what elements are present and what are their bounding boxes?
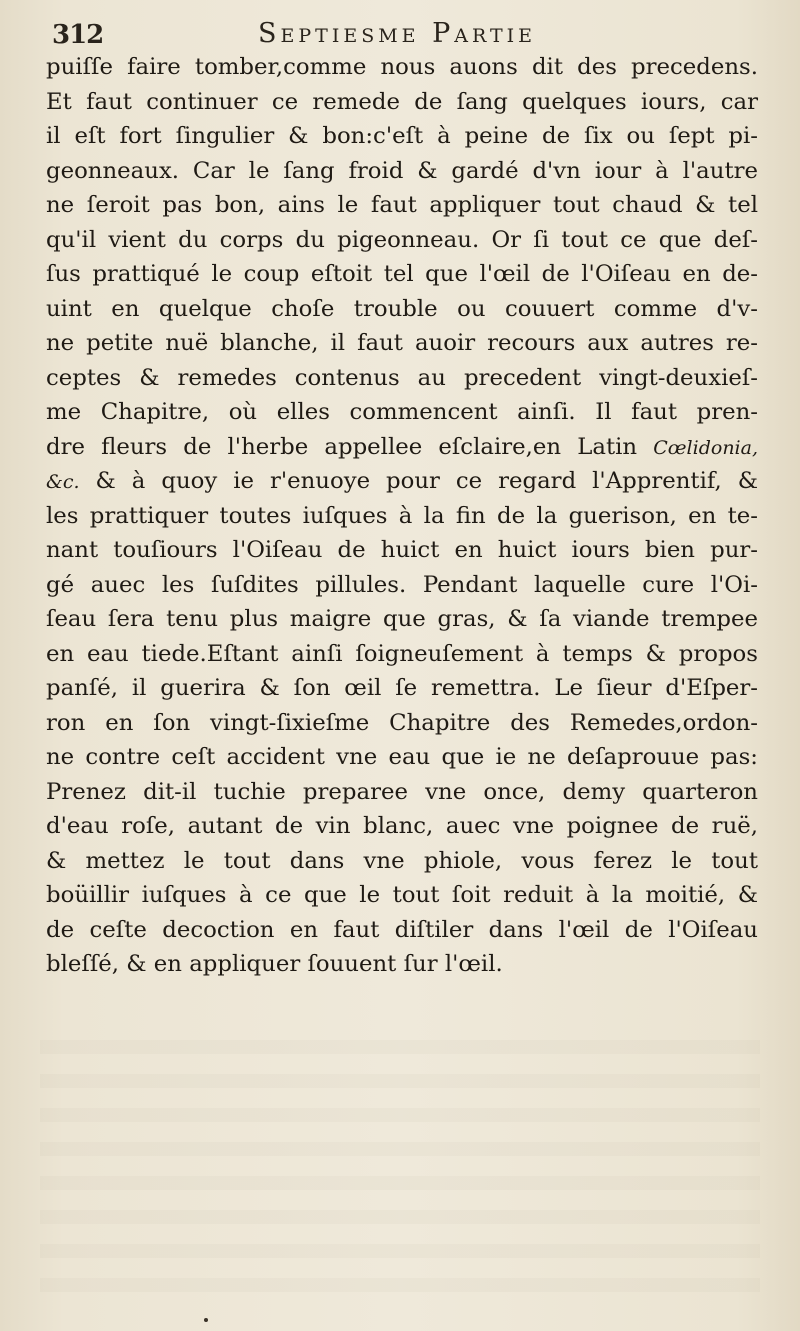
text-line: geonneaux. Car le ſang froid & gardé d'vn iour à l'autre <box>46 157 758 184</box>
text-line: uint en quelque choſe trouble ou couuert comme d'v- <box>46 295 758 322</box>
text-line: d'eau roſe, autant de vin blanc, auec vne poignee de ruë, <box>46 813 758 839</box>
text-line: bleſſé, & en appliquer ſouuent ſur l'œil. <box>46 951 503 977</box>
body-text <box>46 50 758 982</box>
text-line: en eau tiede.Eſtant ainſi ſoigneuſement à temps & propos <box>46 640 758 667</box>
text-line: &c. & à quoy ie r'enuoye pour ce regard l'Apprentif, & <box>46 468 758 494</box>
text-line: il eſt fort ſingulier & bon:c'eſt à peine de ſix ou ſept pi- <box>46 123 758 149</box>
page-header <box>52 14 752 54</box>
text-line: ne ſeroit pas bon, ains le faut appliquer tout chaud & tel <box>46 192 758 218</box>
printer-mark <box>204 1318 208 1322</box>
latin-term: Cœlidonia, <box>653 436 758 459</box>
text-line: ne contre ceſt accident vne eau que ie ne deſaprouue pas: <box>46 744 758 770</box>
text-line: ceptes & remedes contenus au precedent vingt-deuxieſ- <box>46 364 758 391</box>
text-line: ſus prattiqué le coup eſtoit tel que l'œil de l'Oiſeau en de- <box>46 261 758 287</box>
text-line: panſé, il guerira & ſon œil ſe remettra. Le ſieur d'Eſper- <box>46 675 758 701</box>
text-line: dre fleurs de l'herbe appellee eſclaire,en Latin Cœlidonia, <box>46 433 758 460</box>
latin-term: &c. <box>46 471 80 493</box>
text-line: qu'il vient du corps du pigeonneau. Or ſi tout ce que deſ- <box>46 226 758 253</box>
text-line: puiſſe faire tomber,comme nous auons dit des precedens. <box>46 54 758 80</box>
page-number: 312 <box>52 20 104 50</box>
text-line: & mettez le tout dans vne phiole, vous ferez le tout <box>46 847 758 874</box>
running-head: Septiesme Partie <box>258 18 537 49</box>
text-line: gé auec les ſuſdites pillules. Pendant laquelle cure l'Oi- <box>46 571 758 598</box>
show-through-text <box>40 1040 760 1300</box>
text-line: nant touſiours l'Oiſeau de huict en huict iours bien pur- <box>46 537 758 563</box>
text-line: me Chapitre, où elles commencent ainſi. Il faut pren- <box>46 399 758 425</box>
text-line: boüillir iuſques à ce que le tout ſoit reduit à la moitié, & <box>46 882 758 908</box>
text-line: les prattiquer toutes iuſques à la fin de la guerison, en te- <box>46 502 758 529</box>
text-line: Et faut continuer ce remede de ſang quelques iours, car <box>46 88 758 115</box>
text-line: ne petite nuë blanche, il faut auoir recours aux autres re- <box>46 330 758 356</box>
text-line: Prenez dit-il tuchie preparee vne once, demy quarteron <box>46 778 758 805</box>
text-line: de ceſte decoction en faut diſtiler dans l'œil de l'Oiſeau <box>46 916 758 943</box>
text-line: ron en ſon vingt-ſixieſme Chapitre des Remedes,ordon- <box>46 709 758 736</box>
text-line: ſeau ſera tenu plus maigre que gras, & ſa viande trempee <box>46 606 758 632</box>
